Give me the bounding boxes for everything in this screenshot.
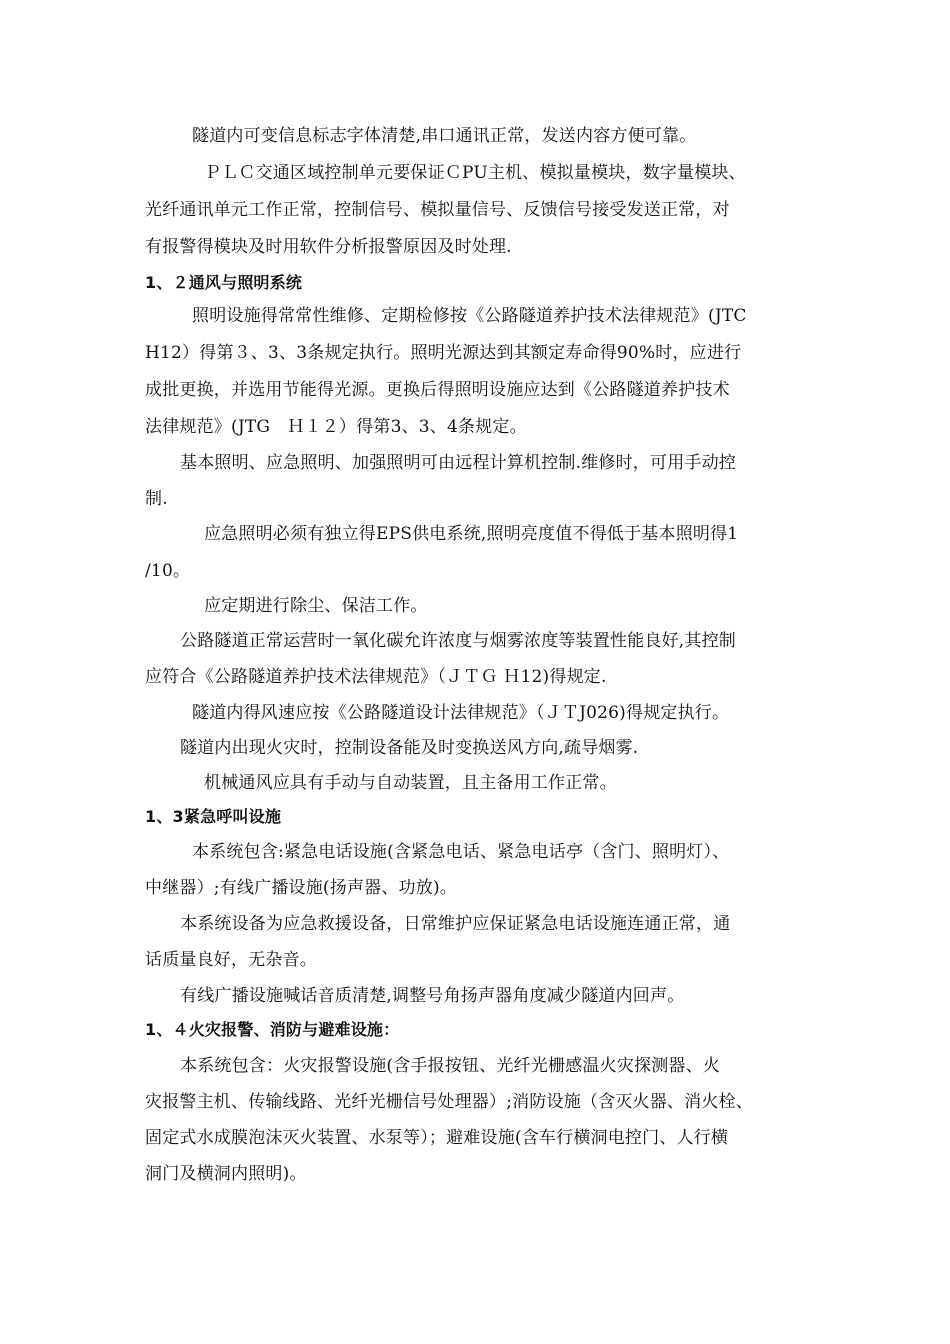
paragraph-line: 机械通风应具有手动与自动装置，且主备用工作正常。	[204, 773, 617, 793]
paragraph-line: 有线广播设施喊话音质清楚,调整号角扬声器角度减少隧道内回声。	[180, 986, 685, 1006]
paragraph-line: 灾报警主机、传输线路、光纤光栅信号处理器）;消防设施（含灭火器、消火栓、	[145, 1092, 753, 1112]
paragraph-line: 固定式水成膜泡沫灭火装置、水泵等）；避难设施(含车行横洞电控门、人行横	[145, 1128, 729, 1148]
paragraph-line: 公路隧道正常运营时一氧化碳允许浓度与烟雾浓度等装置性能良好,其控制	[180, 631, 737, 651]
section-heading: 1、3紧急呼叫设施	[145, 807, 282, 826]
paragraph-line: 本系统包含:紧急电话设施(含紧急电话、紧急电话亭（含门、照明灯）、	[192, 842, 730, 862]
paragraph-line: 话质量良好，无杂音。	[145, 950, 317, 970]
paragraph-line: 隧道内出现火灾时，控制设备能及时变换送风方向,疏导烟雾.	[180, 738, 639, 758]
paragraph-line: ＰＬＣ交通区域控制单元要保证ＣPU主机、模拟量模块，数字量模块、	[204, 163, 746, 183]
paragraph-line: /10。	[145, 561, 191, 581]
paragraph-line: 应急照明必须有独立得EPS供电系统,照明亮度值不得低于基本照明得1	[204, 524, 739, 544]
paragraph-line: 洞门及横洞内照明)。	[145, 1164, 307, 1184]
section-heading: 1、４火灾报警、消防与避难设施：	[145, 1020, 400, 1039]
paragraph-line: 有报警得模块及时用软件分析报警原因及时处理.	[145, 237, 512, 257]
section-heading: 1、２通风与照明系统	[145, 273, 303, 292]
paragraph-line: 成批更换，并选用节能得光源。更换后得照明设施应达到《公路隧道养护技术	[145, 380, 730, 400]
paragraph-line: 应符合《公路隧道养护技术法律规范》（ＪＴＧ Ｈ12)得规定.	[145, 667, 607, 687]
paragraph-line: 应定期进行除尘、保洁工作。	[204, 596, 428, 616]
paragraph-line: 制.	[145, 489, 168, 509]
paragraph-line: 光纤通讯单元工作正常，控制信号、模拟量信号、反馈信号接受发送正常，对	[145, 200, 730, 220]
paragraph-line: 本系统包含：火灾报警设施(含手报按钮、光纤光栅感温火灾探测器、火	[180, 1056, 721, 1076]
paragraph-line: H12）得第３、3、3条规定执行。照明光源达到其额定寿命得90%时，应进行	[145, 343, 742, 363]
paragraph-line: 中继器）;有线广播设施(扬声器、功放)。	[145, 878, 457, 898]
paragraph-line: 隧道内可变信息标志字体清楚,串口通讯正常，发送内容方便可靠。	[192, 126, 697, 146]
paragraph-line: 法律规范》(JTG Ｈ１２）得第3、3、4条规定。	[145, 417, 527, 437]
paragraph-line: 本系统设备为应急救援设备，日常维护应保证紧急电话设施连通正常，通	[180, 914, 731, 934]
paragraph-line: 基本照明、应急照明、加强照明可由远程计算机控制.维修时，可用手动控	[180, 453, 737, 473]
paragraph-line: 照明设施得常常性维修、定期检修按《公路隧道养护技术法律规范》(JTC	[192, 306, 747, 326]
paragraph-line: 隧道内得风速应按《公路隧道设计法律规范》（ＪＴJ026)得规定执行。	[192, 703, 730, 723]
